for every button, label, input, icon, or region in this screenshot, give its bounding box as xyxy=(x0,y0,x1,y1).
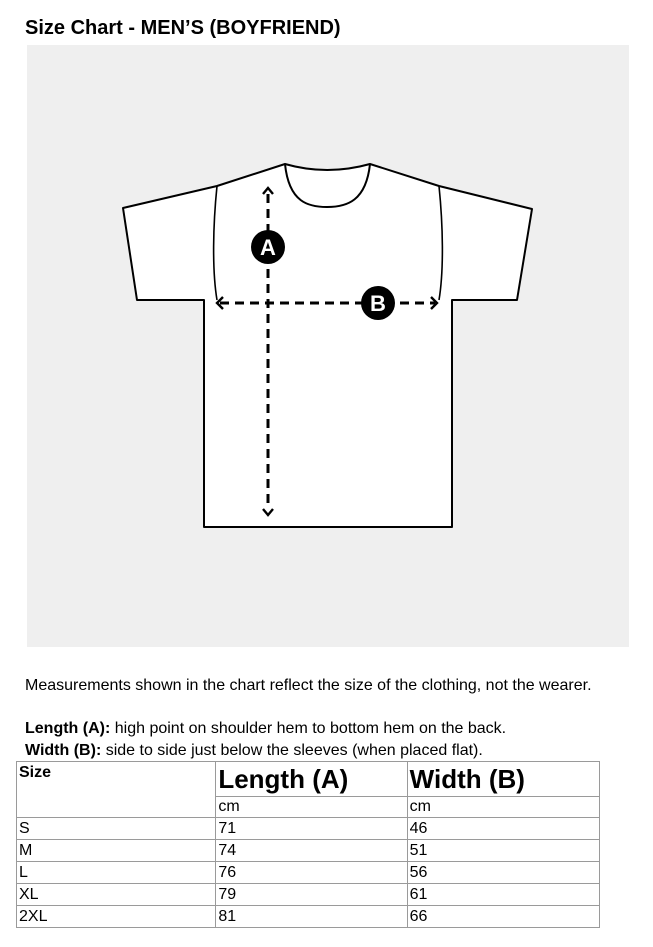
tshirt-diagram xyxy=(27,45,629,647)
cell-width: 46 xyxy=(407,818,599,840)
length-definition-label: Length (A): xyxy=(25,720,111,737)
marker-b-label: B xyxy=(370,291,386,316)
size-table xyxy=(16,761,600,928)
table-header-row xyxy=(17,762,600,797)
cell-width: 56 xyxy=(407,862,599,884)
cell-length: 76 xyxy=(216,862,407,884)
cell-width: 61 xyxy=(407,884,599,906)
table-unit-row xyxy=(17,797,600,818)
marker-a-label: A xyxy=(260,235,276,260)
tshirt-illustration xyxy=(27,45,629,647)
unit-size xyxy=(17,797,216,818)
unit-width: cm xyxy=(407,797,599,818)
width-definition-label: Width (B): xyxy=(25,742,102,759)
cell-width: 51 xyxy=(407,840,599,862)
width-definition xyxy=(25,741,483,761)
cell-length: 79 xyxy=(216,884,407,906)
cell-size: XL xyxy=(17,884,216,906)
cell-size: S xyxy=(17,818,216,840)
cell-length: 81 xyxy=(216,906,407,928)
cell-size: L xyxy=(17,862,216,884)
cell-size: M xyxy=(17,840,216,862)
header-width: Width (B) xyxy=(407,762,599,797)
table-row xyxy=(17,884,600,906)
table-row xyxy=(17,906,600,928)
header-length: Length (A) xyxy=(216,762,407,797)
cell-width: 66 xyxy=(407,906,599,928)
length-definition-text: high point on shoulder hem to bottom hem on the back. xyxy=(110,720,507,737)
unit-length: cm xyxy=(216,797,407,818)
measurement-note: Measurements shown in the chart reflect the size of the clothing, not the wearer. xyxy=(25,677,592,694)
cell-length: 74 xyxy=(216,840,407,862)
width-definition-text: side to side just below the sleeves (when placed flat). xyxy=(101,742,483,759)
length-definition xyxy=(25,719,506,739)
cell-length: 71 xyxy=(216,818,407,840)
table-row xyxy=(17,818,600,840)
header-size: Size xyxy=(17,762,216,797)
page-title: Size Chart - MEN’S (BOYFRIEND) xyxy=(25,17,341,39)
table-row xyxy=(17,862,600,884)
table-row xyxy=(17,840,600,862)
cell-size: 2XL xyxy=(17,906,216,928)
tshirt-outline xyxy=(123,164,532,527)
